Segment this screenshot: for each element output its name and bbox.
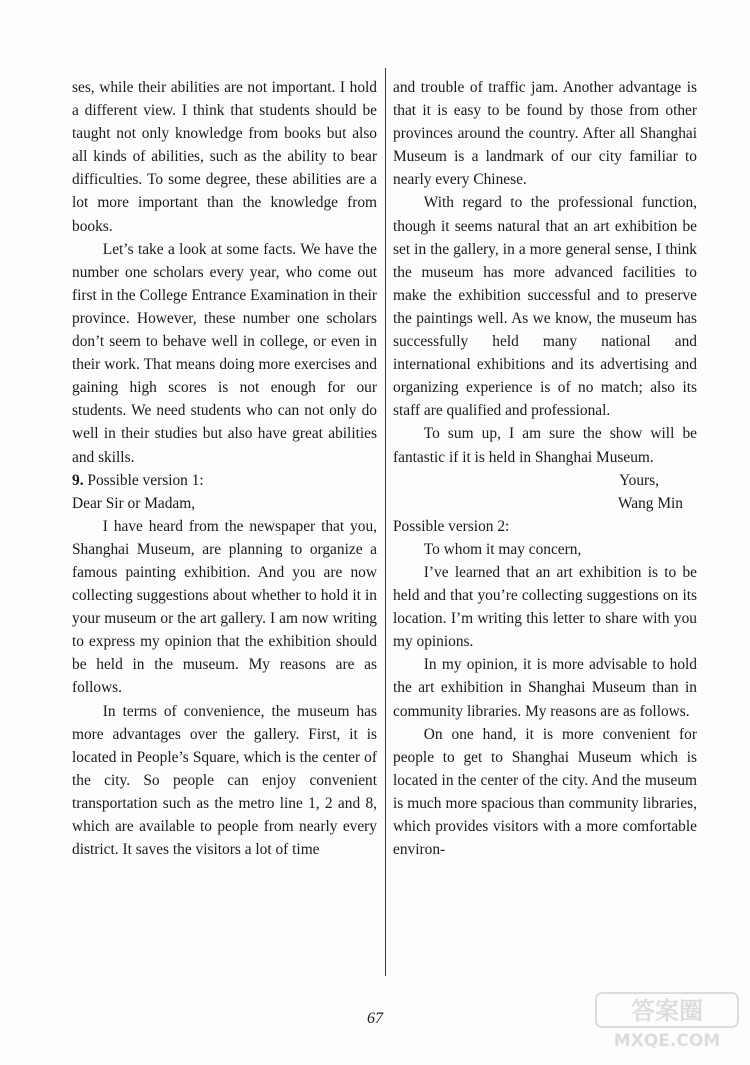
salutation-2: To whom it may concern, xyxy=(423,540,582,558)
salutation-1: Dear Sir or Madam, xyxy=(72,494,196,512)
left-paragraph-4: In terms of convenience, the museum has more advantages over the gallery. First, it is located in People’s Square, which is the center of the city. So people can enjoy convenient transportation such as the metro line 1, 2 and 8, which are available to people from nearly every district. It saves the visitors a lot of time xyxy=(72,702,377,859)
closing: Yours, xyxy=(619,471,659,489)
right-paragraph-1: and trouble of traffic jam. Another advantage is that it is easy to be found by those from other provinces around the country. After all Shanghai Museum is a landmark of our city familiar to nearly every Chinese. xyxy=(393,79,697,189)
version-1-label: Possible version 1: xyxy=(83,471,204,489)
left-paragraph-1: ses, while their abilities are not important. I hold a different view. I think that students should be taught not only knowledge from books but also all kinds of abilities, such as the ability to bear difficulties. To some degree, these abilities are a lot more important than the knowledge from books. xyxy=(72,79,377,235)
right-paragraph-2: With regard to the professional function, though it seems natural that an art exhibition be set in the gallery, in a more general sense, I think the museum has more advanced facilities to make the exhibition successful and to preserve the paintings well. As we know, the museum has successfully held many national and international exhibitions and its advertising and organizing experience is of no match; also its staff are qualified and professional. xyxy=(393,194,697,420)
question-heading xyxy=(72,469,377,492)
watermark-logo-icon xyxy=(592,991,742,1051)
left-column xyxy=(72,76,377,861)
right-paragraph-3: To sum up, I am sure the show will be fantastic if it is held in Shanghai Museum. xyxy=(393,425,697,466)
column-divider xyxy=(385,68,386,976)
left-paragraph-3: I have heard from the newspaper that you, Shanghai Museum, are planning to organize a famous painting exhibition. And you are now collecting suggestions about whether to hold it in your museum or the art gallery. I am now writing to express my opinion that the exhibition should be held in the museum. My reasons are as follows. xyxy=(72,517,377,697)
v2-paragraph-2: In my opinion, it is more advisable to hold the art exhibition in Shanghai Museum than in community libraries. My reasons are as follows. xyxy=(393,656,697,720)
signature: Wang Min xyxy=(617,494,683,512)
page-number: 67 xyxy=(367,1010,383,1027)
v2-paragraph-1: I’ve learned that an art exhibition is to be held and that you’re collecting suggestions on its location. I’m writing this letter to share with you my opinions. xyxy=(393,563,697,651)
question-number: 9. xyxy=(72,471,84,489)
version-2-label: Possible version 2: xyxy=(393,517,510,535)
left-paragraph-2: Let’s take a look at some facts. We have the number one scholars every year, who come out first in the College Entrance Examination in their province. However, these number one scholars don’t seem to behave well in college, or even in their work. That means doing more exercises and gaining high scores is not enough for our students. We need students who can not only do well in their studies but also have great abilities and skills. xyxy=(72,240,377,466)
right-column xyxy=(393,76,697,861)
watermark-top-text: 答案圈 xyxy=(631,997,703,1025)
watermark-bottom-text: MXQE.COM xyxy=(613,1031,721,1051)
v2-paragraph-3: On one hand, it is more convenient for people to get to Shanghai Museum which is located in the center of the city. And the museum is much more spacious than community libraries, which provides visitors with a more comfortable environ- xyxy=(393,725,697,859)
